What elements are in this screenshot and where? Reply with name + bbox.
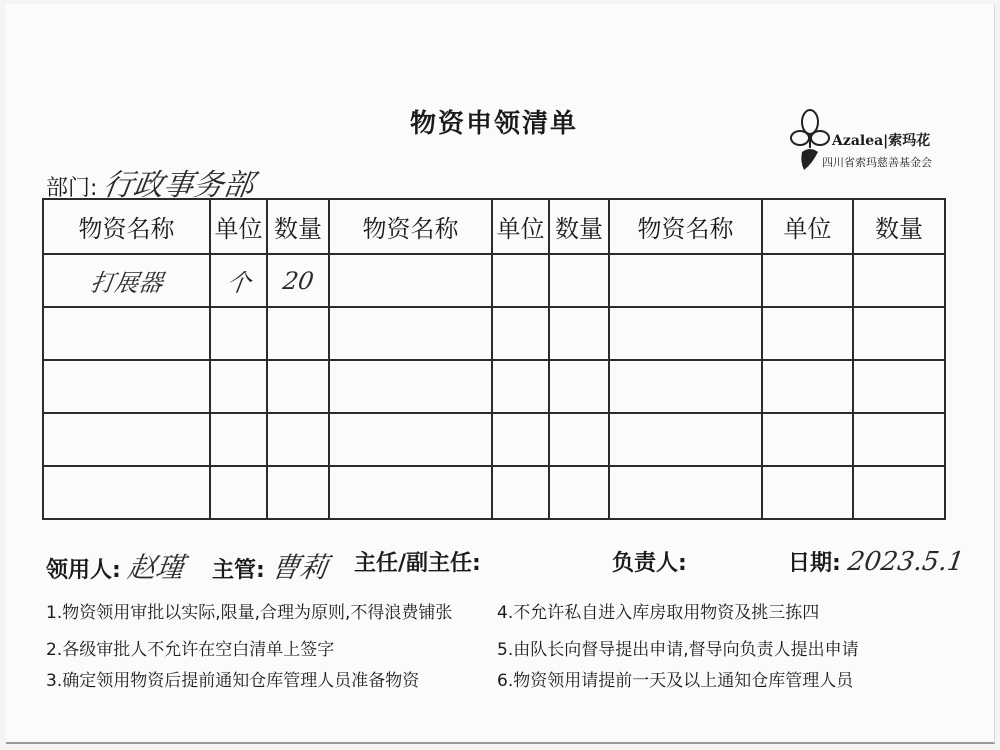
header-item-name: 物资名称 xyxy=(329,199,492,254)
table-cell xyxy=(43,466,210,519)
table-cell xyxy=(549,466,609,519)
date-field xyxy=(788,546,964,577)
table-cell xyxy=(609,413,762,466)
header-unit: 单位 xyxy=(762,199,853,254)
note-item: 1.物资领用审批以实际,限量,合理为原则,不得浪费铺张 xyxy=(46,603,453,623)
table-cell xyxy=(210,360,267,413)
table-cell xyxy=(210,413,267,466)
note-item: 2.各级审批人不允许在空白清单上签字 xyxy=(46,640,335,660)
form-title: 物资申领清单 xyxy=(409,109,578,139)
table-cell xyxy=(609,360,762,413)
table-cell xyxy=(853,254,945,307)
table-row xyxy=(43,254,945,307)
note-item: 5.由队长向督导提出申请,督导向负责人提出申请 xyxy=(497,640,859,660)
table-cell xyxy=(43,413,210,466)
table-cell xyxy=(549,254,609,307)
table-cell xyxy=(492,360,549,413)
table-cell xyxy=(853,307,945,360)
supervisor-label: 主管: xyxy=(212,558,265,583)
table-cell xyxy=(609,307,762,360)
table-cell xyxy=(43,360,210,413)
foundation-logo xyxy=(790,108,940,178)
table-cell xyxy=(267,307,329,360)
table-cell xyxy=(762,466,853,519)
logo-subtitle: 四川省索玛慈善基金会 xyxy=(822,156,932,169)
table-cell xyxy=(267,466,329,519)
supervisor-signature: 曹莉 xyxy=(269,551,330,584)
responsible-label: 负责人: xyxy=(612,551,687,576)
receiver-label: 领用人: xyxy=(46,558,121,583)
table-cell xyxy=(853,466,945,519)
table-cell xyxy=(492,466,549,519)
table-cell xyxy=(549,360,609,413)
table-cell xyxy=(210,466,267,519)
date-label: 日期: xyxy=(788,551,841,576)
department-label: 部门: xyxy=(46,176,98,201)
header-item-name: 物资名称 xyxy=(609,199,762,254)
table-cell xyxy=(762,360,853,413)
table-cell xyxy=(329,254,492,307)
header-quantity: 数量 xyxy=(267,199,329,254)
table-cell xyxy=(492,307,549,360)
table-cell xyxy=(609,254,762,307)
table-row xyxy=(43,466,945,519)
table-cell: 20 xyxy=(267,254,329,307)
header-item-name: 物资名称 xyxy=(43,199,210,254)
header-unit: 单位 xyxy=(492,199,549,254)
table-cell xyxy=(43,307,210,360)
table-header-row xyxy=(43,199,945,254)
table-cell: 打展器 xyxy=(43,254,210,307)
table-row xyxy=(43,360,945,413)
header-unit: 单位 xyxy=(210,199,267,254)
table-cell xyxy=(329,307,492,360)
table-cell xyxy=(549,413,609,466)
table-row xyxy=(43,413,945,466)
note-item: 6.物资领用请提前一天及以上通知仓库管理人员 xyxy=(497,671,854,691)
table-cell xyxy=(329,413,492,466)
logo-brand: Azalea|索玛花 xyxy=(832,133,931,149)
table-cell xyxy=(492,254,549,307)
materials-table xyxy=(42,198,946,520)
table-cell xyxy=(267,360,329,413)
header-quantity: 数量 xyxy=(549,199,609,254)
table-cell xyxy=(492,413,549,466)
table-cell xyxy=(329,360,492,413)
director-field xyxy=(354,546,481,577)
receiver-field xyxy=(46,546,184,586)
table-cell xyxy=(267,413,329,466)
table-cell xyxy=(329,466,492,519)
director-label: 主任/副主任: xyxy=(354,551,481,576)
department-value: 行政事务部 xyxy=(101,168,257,203)
note-item: 3.确定领用物资后提前通知仓库管理人员准备物资 xyxy=(46,671,420,691)
table-cell xyxy=(853,413,945,466)
table-cell xyxy=(853,360,945,413)
table-cell xyxy=(762,413,853,466)
table-cell xyxy=(762,254,853,307)
date-value: 2023.5.1 xyxy=(845,547,966,577)
receiver-signature: 赵瑾 xyxy=(125,551,186,584)
responsible-field xyxy=(612,546,687,577)
table-cell xyxy=(210,307,267,360)
table-cell: 个 xyxy=(210,254,267,307)
table-row xyxy=(43,307,945,360)
table-cell xyxy=(762,307,853,360)
table-cell xyxy=(549,307,609,360)
note-item: 4.不允许私自进入库房取用物资及挑三拣四 xyxy=(497,603,820,623)
table-cell xyxy=(609,466,762,519)
header-quantity: 数量 xyxy=(853,199,945,254)
supervisor-field xyxy=(212,546,328,586)
